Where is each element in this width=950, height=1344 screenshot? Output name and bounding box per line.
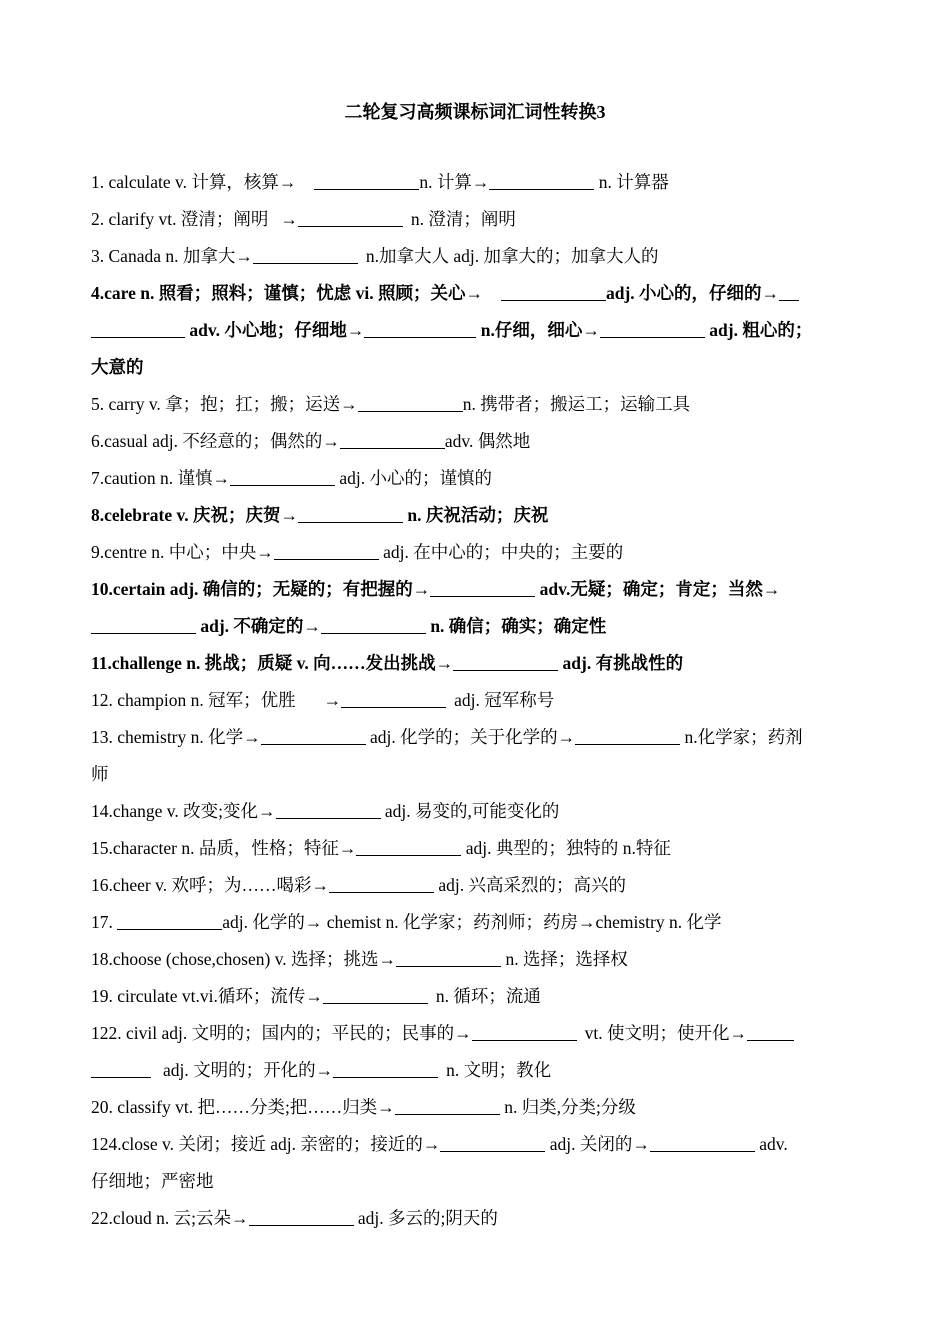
exercise-item-10: 10.certain adj. 确信的；无疑的；有把握的→ adv.无疑；确定；肯定；当然→ bbox=[91, 579, 781, 599]
answer-blank[interactable] bbox=[91, 1060, 151, 1079]
answer-blank[interactable] bbox=[453, 653, 558, 672]
page-title: 二轮复习高频课标词汇词性转换3 bbox=[344, 102, 606, 122]
answer-blank[interactable] bbox=[364, 320, 476, 339]
answer-blank[interactable] bbox=[276, 801, 381, 820]
exercise-item-11: 11.challenge n. 挑战；质疑 v. 向……发出挑战→ adj. 有挑战性的 bbox=[91, 653, 684, 673]
answer-blank[interactable] bbox=[298, 505, 403, 524]
exercise-item-122-cont: adj. 文明的；开化的→ n. 文明；教化 bbox=[91, 1052, 861, 1089]
answer-blank[interactable] bbox=[340, 431, 445, 450]
exercise-list bbox=[91, 164, 861, 1237]
exercise-item-16: 16.cheer v. 欢呼；为……喝彩→ adj. 兴高采烈的；高兴的 bbox=[91, 875, 627, 895]
answer-blank[interactable] bbox=[230, 468, 335, 487]
answer-blank[interactable] bbox=[501, 283, 606, 302]
answer-blank[interactable] bbox=[396, 949, 501, 968]
exercise-item-9: 9.centre n. 中心；中央→ adj. 在中心的；中央的；主要的 bbox=[91, 542, 624, 562]
exercise-item-7: 7.caution n. 谨慎→ adj. 小心的；谨慎的 bbox=[91, 468, 493, 488]
answer-blank[interactable] bbox=[323, 986, 428, 1005]
answer-blank[interactable] bbox=[600, 320, 705, 339]
answer-blank[interactable] bbox=[321, 616, 426, 635]
exercise-item-8: 8.celebrate v. 庆祝；庆贺→ n. 庆祝活动；庆祝 bbox=[91, 505, 549, 525]
answer-blank[interactable] bbox=[91, 320, 185, 339]
answer-blank[interactable] bbox=[261, 727, 366, 746]
answer-blank[interactable] bbox=[253, 246, 358, 265]
exercise-item-2: 2. clarify vt. 澄清；阐明 → n. 澄清；阐明 bbox=[91, 209, 516, 229]
exercise-item-4-cont2: 大意的 bbox=[91, 357, 144, 377]
exercise-item-4: 4.care n. 照看；照料；谨慎；忧虑 vi. 照顾；关心→ adj. 小心的，仔细的→ bbox=[91, 275, 861, 312]
answer-blank[interactable] bbox=[117, 912, 222, 931]
answer-blank[interactable] bbox=[333, 1060, 438, 1079]
exercise-item-14: 14.change v. 改变;变化→ adj. 易变的,可能变化的 bbox=[91, 801, 560, 821]
answer-blank[interactable] bbox=[575, 727, 680, 746]
answer-blank[interactable] bbox=[274, 542, 379, 561]
answer-blank[interactable] bbox=[314, 172, 419, 191]
exercise-item-17: 17. adj. 化学的→ chemist n. 化学家；药剂师；药房→chemistry n. 化学 bbox=[91, 912, 722, 932]
exercise-item-4-cont: adv. 小心地；仔细地→ n.仔细，细心→ adj. 粗心的； bbox=[91, 312, 861, 349]
exercise-item-6: 6.casual adj. 不经意的；偶然的→ adv. 偶然地 bbox=[91, 431, 531, 451]
exercise-item-15: 15.character n. 品质，性格；特征→ adj. 典型的；独特的 n.特征 bbox=[91, 838, 671, 858]
answer-blank[interactable] bbox=[91, 616, 196, 635]
answer-blank[interactable] bbox=[650, 1134, 755, 1153]
answer-blank[interactable] bbox=[356, 838, 461, 857]
answer-blank[interactable] bbox=[341, 690, 446, 709]
exercise-item-122: 122. civil adj. 文明的；国内的；平民的；民事的→ vt. 使文明；使开化→ bbox=[91, 1015, 861, 1052]
answer-blank[interactable] bbox=[298, 209, 403, 228]
exercise-item-13: 13. chemistry n. 化学→ adj. 化学的；关于化学的→ n.化学家；药剂 bbox=[91, 727, 803, 747]
answer-blank[interactable] bbox=[395, 1097, 500, 1116]
exercise-item-12: 12. champion n. 冠军；优胜 → adj. 冠军称号 bbox=[91, 690, 555, 710]
exercise-item-124-cont: 仔细地；严密地 bbox=[91, 1171, 214, 1191]
answer-blank[interactable] bbox=[440, 1134, 545, 1153]
exercise-item-3: 3. Canada n. 加拿大→ n.加拿大人 adj. 加拿大的；加拿大人的 bbox=[91, 246, 659, 266]
answer-blank[interactable] bbox=[489, 172, 594, 191]
answer-blank[interactable] bbox=[472, 1023, 577, 1042]
answer-blank[interactable] bbox=[779, 283, 799, 302]
answer-blank[interactable] bbox=[747, 1023, 794, 1042]
exercise-item-1: 1. calculate v. 计算，核算→ n. 计算→ n. 计算器 bbox=[91, 172, 669, 192]
exercise-item-10-cont: adj. 不确定的→ n. 确信；确实；确定性 bbox=[91, 608, 861, 645]
exercise-item-124: 124.close v. 关闭；接近 adj. 亲密的；接近的→ adj. 关闭的→ adv. bbox=[91, 1134, 788, 1154]
exercise-item-13-cont: 师 bbox=[91, 764, 109, 784]
exercise-item-19: 19. circulate vt.vi.循环；流传→ n. 循环；流通 bbox=[91, 986, 541, 1006]
answer-blank[interactable] bbox=[249, 1208, 354, 1227]
exercise-item-5: 5. carry v. 拿；抱；扛；搬；运送→ n. 携带者；搬运工；运输工具 bbox=[91, 394, 691, 414]
answer-blank[interactable] bbox=[430, 579, 535, 598]
answer-blank[interactable] bbox=[358, 394, 463, 413]
answer-blank[interactable] bbox=[329, 875, 434, 894]
exercise-item-20: 20. classify vt. 把……分类;把……归类→ n. 归类,分类;分级 bbox=[91, 1097, 636, 1117]
exercise-item-22: 22.cloud n. 云;云朵→ adj. 多云的;阴天的 bbox=[91, 1208, 498, 1228]
exercise-item-18: 18.choose (chose,chosen) v. 选择；挑选→ n. 选择；选择权 bbox=[91, 949, 628, 969]
